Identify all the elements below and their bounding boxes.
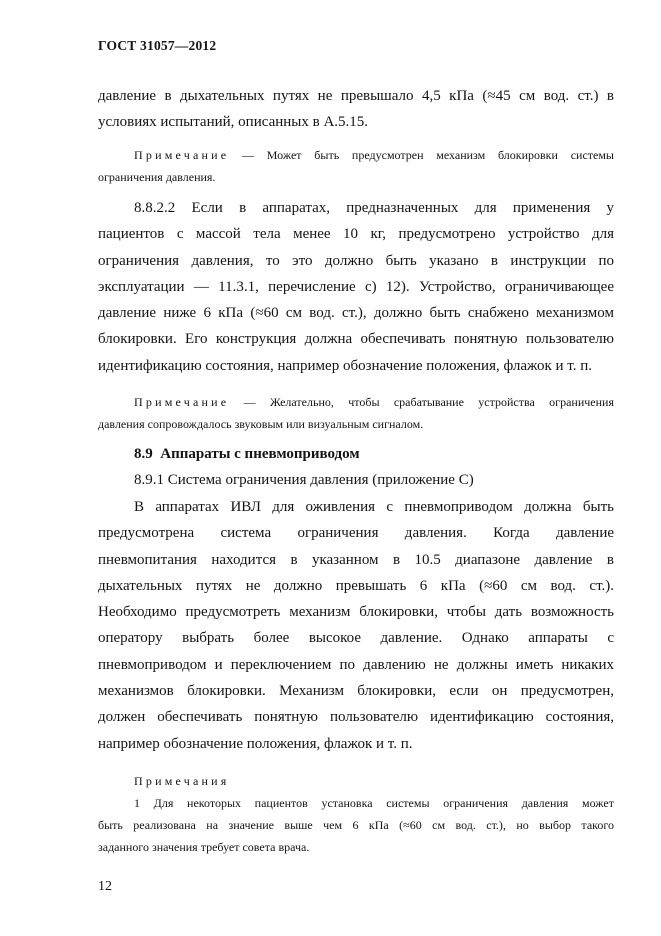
text-line: пневмоприводом и переключением по давлению не должны иметь никаких	[98, 656, 614, 673]
page-number: 12	[98, 879, 112, 894]
section-heading	[98, 446, 614, 463]
note-line	[98, 144, 614, 166]
note-text: — Желательно, чтобы срабатывание устройства ограничения	[229, 395, 614, 409]
section-title: Аппараты с пневмоприводом	[160, 446, 360, 462]
text-line: блокировки. Его конструкция должна обеспечивать понятную пользователю	[98, 331, 614, 348]
subsection-heading	[98, 467, 614, 493]
text-line: например обозначение положения, флажок и т. п.	[98, 735, 413, 752]
paragraph-8-8-2-2	[98, 195, 614, 379]
text-line: условиях испытаний, описанных в А.5.15.	[98, 114, 369, 131]
note-label: Примечания	[134, 774, 230, 788]
text-line: ограничения давления, то это должно быть указано в инструкции по	[98, 252, 614, 269]
text-line: Необходимо предусмотреть механизм блокировки, чтобы дать возможность	[98, 604, 614, 621]
note-line: ограничения давления.	[98, 170, 216, 184]
note-label: Примечание	[134, 148, 230, 162]
text-line: 8.8.2.2 Если в аппаратах, предназначенных для применения у	[134, 200, 614, 216]
text-line: механизмов блокировки. Механизм блокировки, если он предусмотрен,	[98, 683, 614, 700]
text-line: предусмотрена система ограничения давления. Когда давление	[98, 525, 614, 542]
note-2	[98, 391, 614, 435]
text-line: 8.9.1 Система ограничения давления (приложение С)	[134, 472, 474, 488]
note-3	[98, 770, 614, 858]
note-line: давления сопровождалось звуковым или визуальным сигналом.	[98, 417, 424, 431]
text-line: В аппаратах ИВЛ для оживления с пневмоприводом должна быть	[134, 499, 614, 515]
note-line: заданного значения требует совета врача.	[98, 840, 310, 854]
text-line: оператору выбрать более высокое давление. Однако аппараты с	[98, 630, 614, 647]
note-text: — Может быть предусмотрен механизм блокировки системы	[229, 148, 614, 162]
text-line: давление ниже 6 кПа (≈60 см вод. ст.), должно быть снабжено механизмом	[98, 305, 614, 322]
section-number: 8.9	[134, 446, 153, 462]
text-line: эксплуатации — 11.3.1, перечисление с) 12). Устройство, ограничивающее	[98, 278, 614, 295]
note-label: Примечание	[134, 395, 230, 409]
text-line: дыхательных путях не должно превышать 6 кПа (≈60 см вод. ст.).	[98, 577, 614, 594]
text-line: пневмопитания находится в указанном в 10.5 диапазоне давление в	[98, 551, 614, 568]
text-line: должен обеспечивать понятную пользователю идентификацию состояния,	[98, 709, 614, 726]
note-line: быть реализована на значение выше чем 6 кПа (≈60 см вод. ст.), но выбор такого	[98, 818, 614, 832]
paragraph-continuation	[98, 83, 614, 136]
text-line: пациентов с массой тела менее 10 кг, предусмотрено устройство для	[98, 226, 614, 243]
text-line: идентификацию состояния, например обозначение положения, флажок и т. п.	[98, 357, 592, 374]
note-label-line	[98, 770, 614, 792]
document-header: ГОСТ 31057—2012	[98, 38, 217, 53]
text-line: давление в дыхательных путях не превышало 4,5 кПа (≈45 см вод. ст.) в	[98, 88, 614, 104]
paragraph-8-9-1	[98, 494, 614, 757]
note-line	[98, 391, 614, 413]
note-1	[98, 144, 614, 188]
note-line: 1 Для некоторых пациентов установка системы ограничения давления может	[134, 796, 614, 810]
